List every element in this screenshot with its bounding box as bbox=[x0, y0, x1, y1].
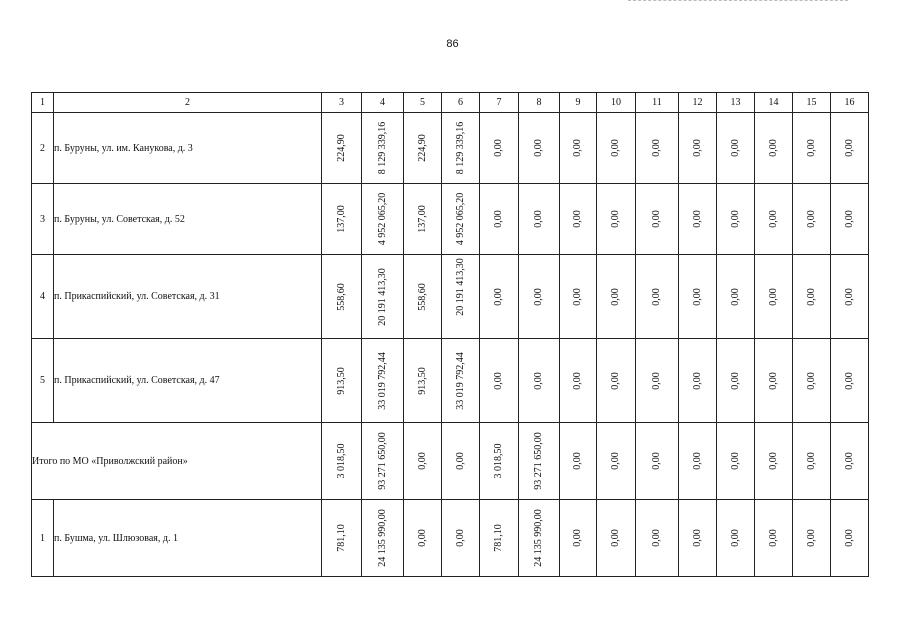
value-cell bbox=[755, 423, 793, 500]
value-cell bbox=[831, 113, 869, 184]
table-row bbox=[32, 339, 869, 423]
table-row bbox=[32, 500, 869, 577]
value-text: 8 129 339,16 bbox=[454, 121, 466, 175]
value-text: 0,00 bbox=[493, 287, 504, 306]
value-text: 24 135 990,00 bbox=[533, 509, 544, 567]
value-cell bbox=[636, 500, 679, 577]
housing-program-table bbox=[31, 92, 869, 577]
value-text: 558,60 bbox=[416, 282, 428, 311]
value-text: 781,10 bbox=[493, 524, 504, 552]
column-header: 14 bbox=[755, 93, 793, 113]
value-cell bbox=[519, 339, 560, 423]
value-text: 93 271 650,00 bbox=[376, 432, 388, 490]
value-text: 0,00 bbox=[691, 287, 703, 306]
table-row bbox=[32, 255, 869, 339]
row-number: 1 bbox=[32, 500, 54, 577]
value-cell bbox=[679, 423, 717, 500]
value-cell bbox=[560, 113, 597, 184]
value-text: 0,00 bbox=[651, 210, 662, 228]
value-text: 224,90 bbox=[416, 134, 428, 162]
value-text: 0,00 bbox=[454, 452, 466, 470]
total-label: Итого по МО «Приволжский район» bbox=[32, 423, 322, 500]
value-cell bbox=[322, 184, 362, 255]
address-cell: п. Прикаспийский, ул. Советская, д. 47 bbox=[54, 339, 322, 423]
value-text: 224,90 bbox=[335, 134, 347, 162]
value-cell bbox=[322, 500, 362, 577]
value-text: 20 191 413,30 bbox=[376, 267, 388, 326]
row-number: 4 bbox=[32, 255, 54, 339]
page-number: 86 bbox=[446, 38, 459, 50]
value-cell bbox=[322, 423, 362, 500]
value-text: 0,00 bbox=[729, 452, 741, 470]
column-header: 9 bbox=[560, 93, 597, 113]
value-text: 0,00 bbox=[533, 287, 544, 306]
value-cell bbox=[519, 184, 560, 255]
value-cell bbox=[480, 500, 519, 577]
value-text: 24 135 990,00 bbox=[376, 509, 388, 567]
value-cell bbox=[597, 500, 636, 577]
value-cell bbox=[793, 113, 831, 184]
value-cell bbox=[362, 500, 404, 577]
value-text: 20 191 413,30 bbox=[454, 257, 466, 316]
column-header: 3 bbox=[322, 93, 362, 113]
value-cell bbox=[597, 184, 636, 255]
column-header: 8 bbox=[519, 93, 560, 113]
value-cell bbox=[793, 423, 831, 500]
value-cell bbox=[442, 184, 480, 255]
value-cell bbox=[597, 255, 636, 339]
table-row bbox=[32, 113, 869, 184]
value-text: 0,00 bbox=[533, 210, 544, 228]
value-text: 0,00 bbox=[805, 452, 817, 470]
value-cell bbox=[362, 255, 404, 339]
value-cell bbox=[597, 339, 636, 423]
column-header: 12 bbox=[679, 93, 717, 113]
value-text: 0,00 bbox=[843, 529, 855, 547]
value-cell bbox=[322, 113, 362, 184]
value-text: 0,00 bbox=[572, 452, 583, 470]
value-cell bbox=[717, 423, 755, 500]
value-text: 0,00 bbox=[610, 529, 621, 547]
value-cell bbox=[480, 184, 519, 255]
value-text: 0,00 bbox=[533, 139, 544, 157]
address-cell: п. Прикаспийский, ул. Советская, д. 31 bbox=[54, 255, 322, 339]
value-cell bbox=[322, 339, 362, 423]
column-header: 6 bbox=[442, 93, 480, 113]
value-text: 0,00 bbox=[572, 210, 583, 228]
value-text: 0,00 bbox=[691, 371, 703, 390]
value-cell bbox=[831, 339, 869, 423]
value-cell bbox=[480, 339, 519, 423]
column-header: 5 bbox=[404, 93, 442, 113]
value-text: 137,00 bbox=[335, 205, 347, 233]
value-text: 0,00 bbox=[572, 139, 583, 157]
value-text: 0,00 bbox=[843, 210, 855, 228]
column-header: 15 bbox=[793, 93, 831, 113]
value-text: 137,00 bbox=[416, 205, 428, 233]
value-text: 0,00 bbox=[805, 529, 817, 547]
value-cell bbox=[442, 339, 480, 423]
value-text: 0,00 bbox=[767, 287, 779, 306]
value-cell bbox=[404, 339, 442, 423]
value-cell bbox=[362, 113, 404, 184]
value-text: 0,00 bbox=[729, 371, 741, 390]
value-text: 0,00 bbox=[493, 210, 504, 228]
value-cell bbox=[679, 184, 717, 255]
value-cell bbox=[636, 339, 679, 423]
value-cell bbox=[560, 184, 597, 255]
value-cell bbox=[597, 113, 636, 184]
row-number: 3 bbox=[32, 184, 54, 255]
column-header: 4 bbox=[362, 93, 404, 113]
column-header: 13 bbox=[717, 93, 755, 113]
value-text: 0,00 bbox=[691, 452, 703, 470]
value-text: 0,00 bbox=[729, 139, 741, 157]
value-text: 0,00 bbox=[651, 529, 662, 547]
value-text: 0,00 bbox=[610, 371, 621, 390]
value-text: 3 018,50 bbox=[335, 443, 347, 479]
value-cell bbox=[322, 255, 362, 339]
value-text: 913,50 bbox=[416, 366, 428, 395]
value-cell bbox=[793, 184, 831, 255]
value-text: 0,00 bbox=[572, 371, 583, 390]
value-cell bbox=[679, 255, 717, 339]
value-cell bbox=[831, 500, 869, 577]
value-text: 0,00 bbox=[767, 529, 779, 547]
value-text: 0,00 bbox=[416, 452, 428, 470]
value-text: 0,00 bbox=[729, 529, 741, 547]
value-cell bbox=[480, 113, 519, 184]
value-text: 0,00 bbox=[767, 452, 779, 470]
value-cell bbox=[755, 184, 793, 255]
value-cell bbox=[480, 255, 519, 339]
value-text: 0,00 bbox=[691, 139, 703, 157]
column-header: 11 bbox=[636, 93, 679, 113]
value-text: 0,00 bbox=[805, 210, 817, 228]
column-header: 1 bbox=[32, 93, 54, 113]
value-text: 913,50 bbox=[335, 366, 347, 395]
value-text: 0,00 bbox=[572, 529, 583, 547]
value-text: 0,00 bbox=[493, 139, 504, 157]
value-cell bbox=[793, 255, 831, 339]
value-cell bbox=[717, 500, 755, 577]
value-text: 0,00 bbox=[610, 210, 621, 228]
value-cell bbox=[519, 423, 560, 500]
value-cell bbox=[717, 184, 755, 255]
value-text: 781,10 bbox=[335, 524, 347, 552]
value-text: 0,00 bbox=[843, 139, 855, 157]
value-text: 0,00 bbox=[651, 371, 662, 390]
value-text: 0,00 bbox=[533, 371, 544, 390]
value-cell bbox=[362, 184, 404, 255]
value-text: 33 019 792,44 bbox=[454, 351, 466, 410]
table-row bbox=[32, 184, 869, 255]
value-text: 0,00 bbox=[767, 371, 779, 390]
row-number: 5 bbox=[32, 339, 54, 423]
value-text: 0,00 bbox=[610, 287, 621, 306]
value-cell bbox=[404, 184, 442, 255]
value-cell bbox=[793, 500, 831, 577]
value-text: 93 271 650,00 bbox=[533, 432, 544, 490]
value-cell bbox=[793, 339, 831, 423]
value-cell bbox=[636, 113, 679, 184]
value-cell bbox=[636, 255, 679, 339]
column-header: 10 bbox=[597, 93, 636, 113]
column-header: 7 bbox=[480, 93, 519, 113]
value-cell bbox=[679, 500, 717, 577]
value-cell bbox=[404, 113, 442, 184]
value-text: 0,00 bbox=[454, 529, 466, 547]
value-text: 0,00 bbox=[843, 287, 855, 306]
value-cell bbox=[560, 500, 597, 577]
address-cell: п. Буруны, ул. Советская, д. 52 bbox=[54, 184, 322, 255]
value-cell bbox=[755, 113, 793, 184]
value-text: 0,00 bbox=[729, 287, 741, 306]
value-text: 3 018,50 bbox=[493, 443, 504, 479]
value-cell bbox=[404, 423, 442, 500]
row-number: 2 bbox=[32, 113, 54, 184]
value-cell bbox=[519, 255, 560, 339]
value-text: 0,00 bbox=[651, 287, 662, 306]
value-text: 0,00 bbox=[805, 139, 817, 157]
value-text: 0,00 bbox=[729, 210, 741, 228]
value-text: 0,00 bbox=[805, 287, 817, 306]
value-text: 0,00 bbox=[691, 210, 703, 228]
value-text: 8 129 339,16 bbox=[376, 121, 388, 175]
value-cell bbox=[597, 423, 636, 500]
value-cell bbox=[480, 423, 519, 500]
value-text: 0,00 bbox=[572, 287, 583, 306]
column-number-header-row bbox=[32, 93, 869, 113]
value-cell bbox=[442, 423, 480, 500]
value-cell bbox=[755, 255, 793, 339]
value-text: 0,00 bbox=[843, 452, 855, 470]
value-cell bbox=[519, 113, 560, 184]
value-cell bbox=[831, 423, 869, 500]
address-cell: п. Бушма, ул. Шлюзовая, д. 1 bbox=[54, 500, 322, 577]
value-cell bbox=[831, 255, 869, 339]
value-text: 0,00 bbox=[767, 210, 779, 228]
value-cell bbox=[560, 255, 597, 339]
value-cell bbox=[442, 113, 480, 184]
value-text: 4 952 065,20 bbox=[376, 192, 388, 246]
value-text: 558,60 bbox=[335, 282, 347, 311]
value-cell bbox=[362, 423, 404, 500]
value-cell bbox=[560, 339, 597, 423]
value-text: 0,00 bbox=[416, 529, 428, 547]
total-row bbox=[32, 423, 869, 500]
value-cell bbox=[717, 255, 755, 339]
value-text: 0,00 bbox=[610, 452, 621, 470]
value-cell bbox=[636, 423, 679, 500]
value-text: 33 019 792,44 bbox=[376, 351, 388, 410]
value-cell bbox=[679, 339, 717, 423]
value-cell bbox=[404, 500, 442, 577]
value-cell bbox=[831, 184, 869, 255]
value-text: 0,00 bbox=[651, 452, 662, 470]
value-text: 0,00 bbox=[493, 371, 504, 390]
value-cell bbox=[755, 339, 793, 423]
column-header: 16 bbox=[831, 93, 869, 113]
value-text: 0,00 bbox=[843, 371, 855, 390]
value-cell bbox=[519, 500, 560, 577]
address-cell: п. Буруны, ул. им. Канукова, д. 3 bbox=[54, 113, 322, 184]
value-text: 0,00 bbox=[805, 371, 817, 390]
value-text: 0,00 bbox=[767, 139, 779, 157]
value-text: 0,00 bbox=[610, 139, 621, 157]
top-scan-rule bbox=[628, 0, 848, 1]
value-cell bbox=[404, 255, 442, 339]
value-cell bbox=[560, 423, 597, 500]
column-header: 2 bbox=[54, 93, 322, 113]
value-cell bbox=[717, 339, 755, 423]
value-cell bbox=[679, 113, 717, 184]
value-cell bbox=[636, 184, 679, 255]
value-text: 0,00 bbox=[691, 529, 703, 547]
value-cell bbox=[717, 113, 755, 184]
value-cell bbox=[442, 255, 480, 339]
value-text: 0,00 bbox=[651, 139, 662, 157]
value-cell bbox=[442, 500, 480, 577]
value-text: 4 952 065,20 bbox=[454, 192, 466, 246]
value-cell bbox=[755, 500, 793, 577]
value-cell bbox=[362, 339, 404, 423]
